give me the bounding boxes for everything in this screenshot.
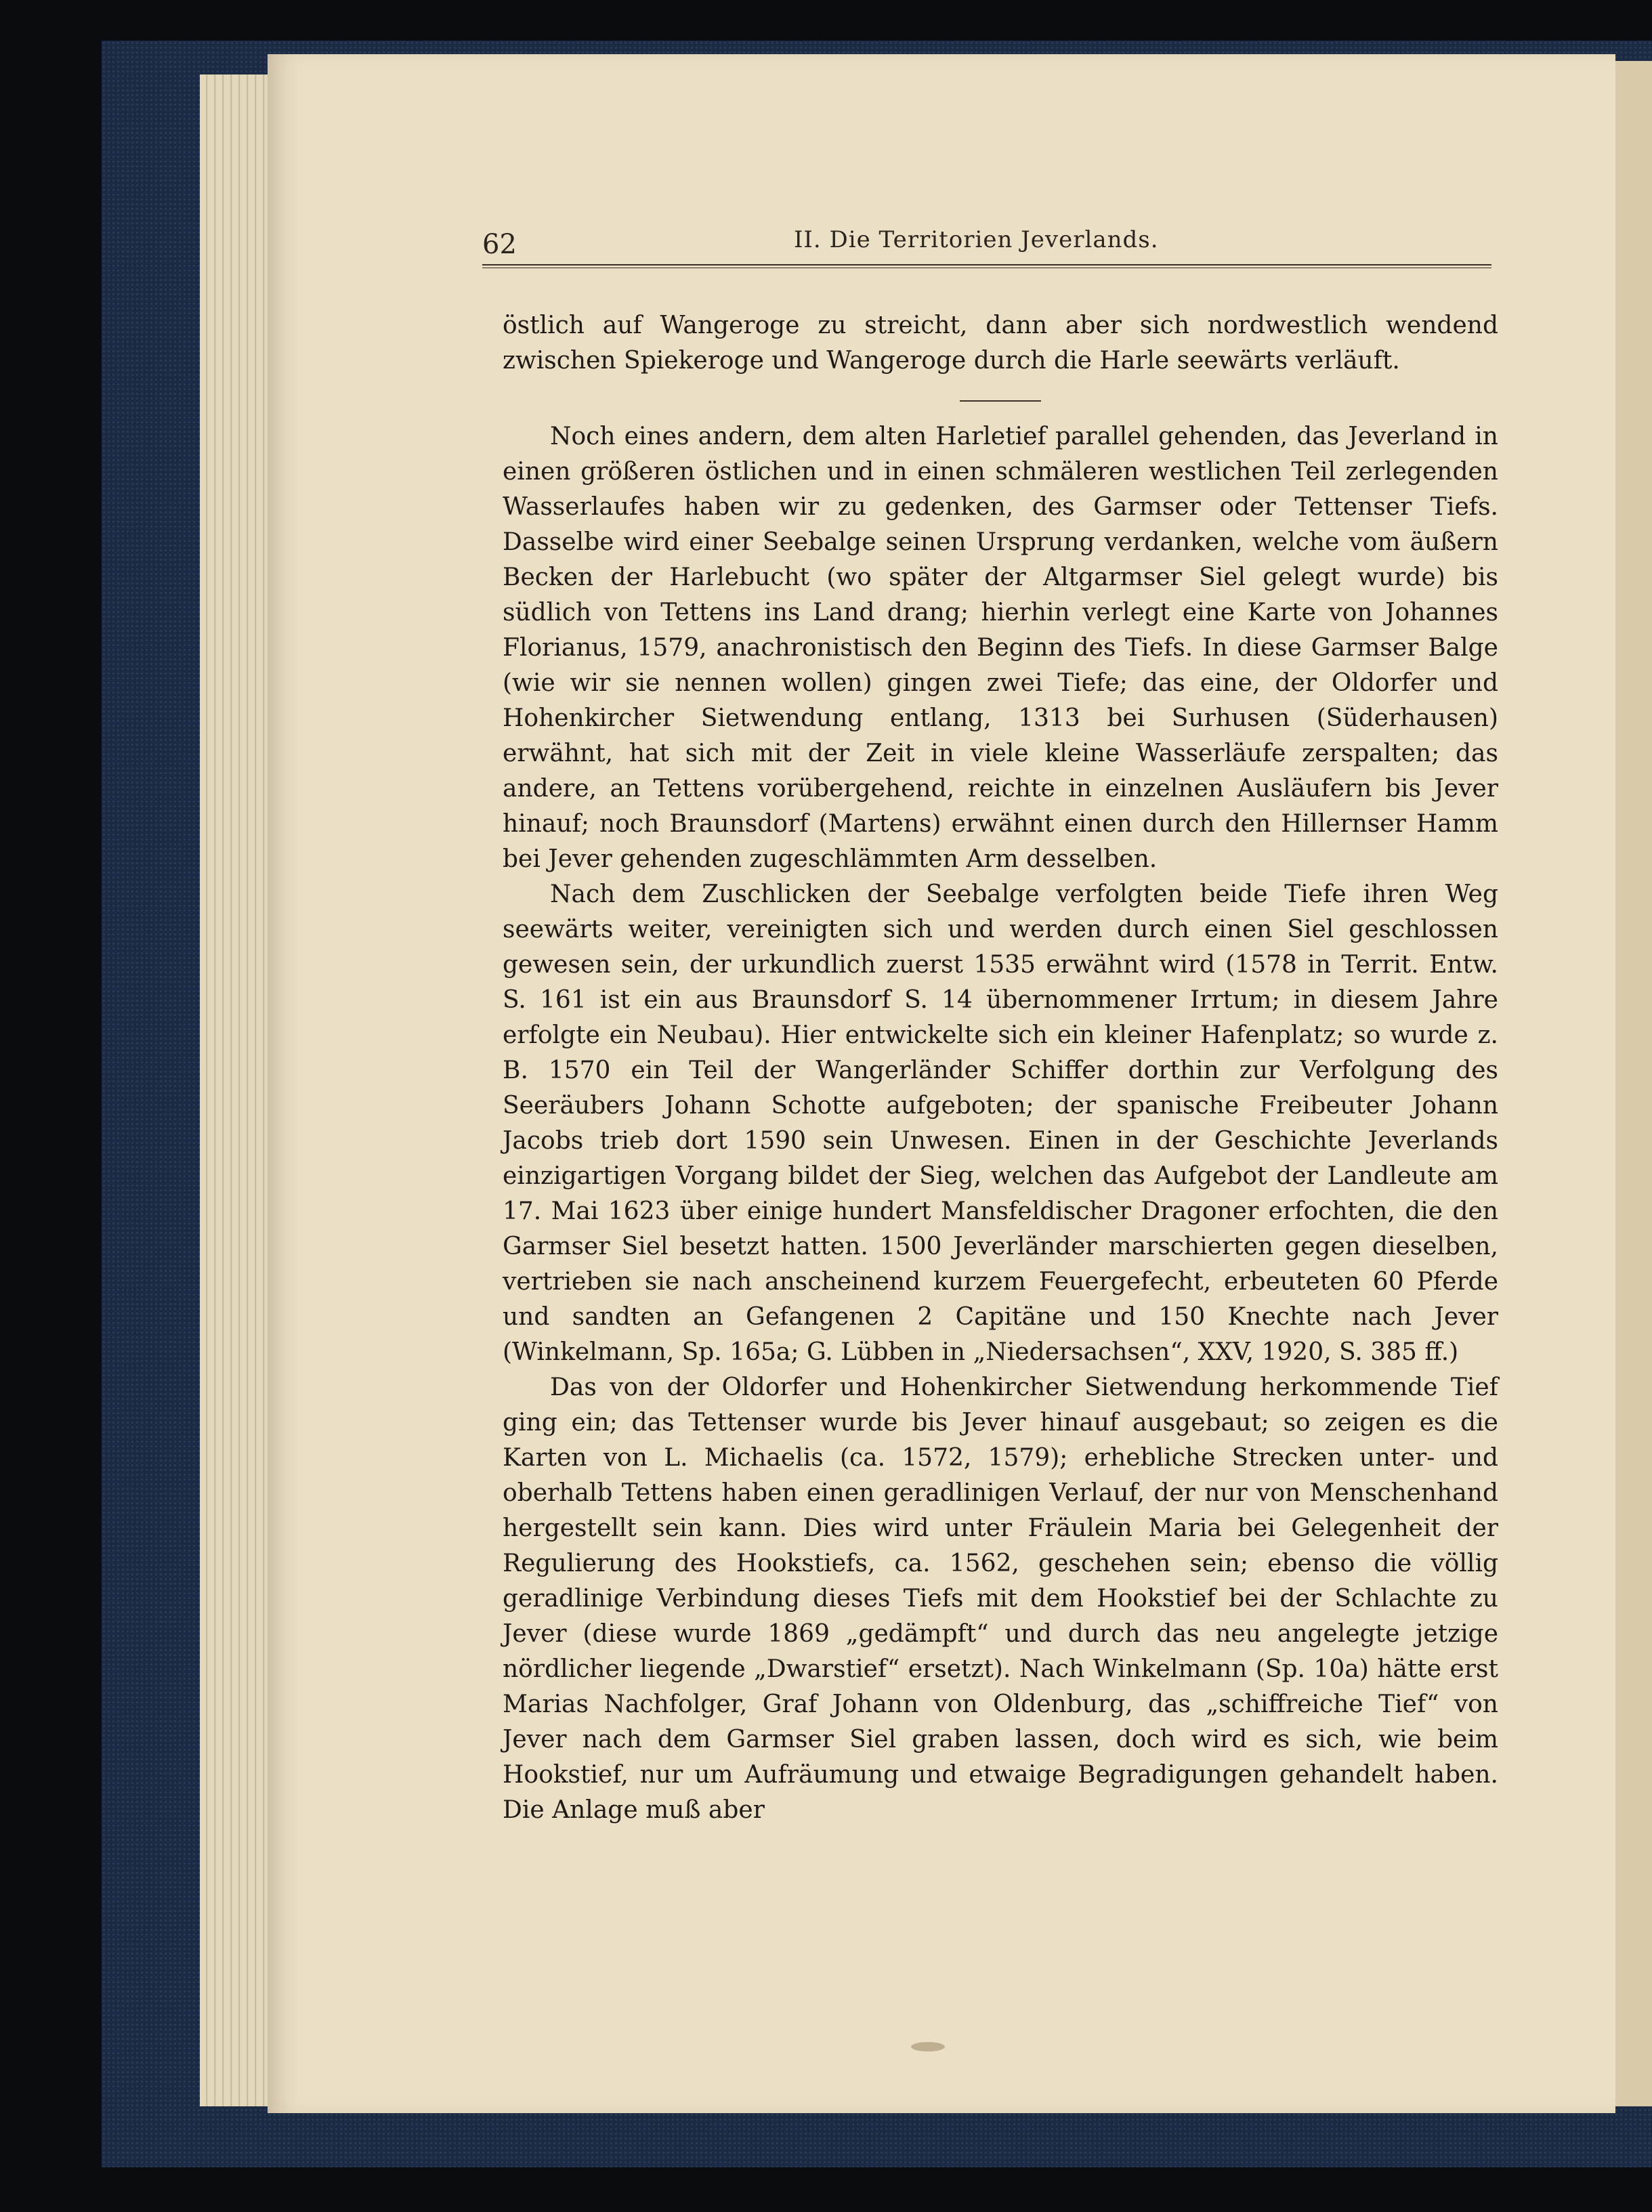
section-separator <box>960 400 1041 402</box>
page-number: 62 <box>482 229 517 260</box>
paragraph: Noch eines andern, dem alten Harletief parallel gehenden, das Jeverland in einen größeren östlichen und in einen schmäleren westlichen Teil zerlegenden Wasserlaufes haben wir zu gedenken, des Garmser oder Tettenser Tiefs. Dasselbe wird einer Seebalge seinen Ursprung verdanken, welche vom äußern Becken der Harlebucht (wo später der Altgarmser Siel gelegt wurde) bis südlich von Tettens ins Land drang; hierhin verlegt eine Karte von Johannes Florianus, 1579, anachronistisch den Beginn des Tiefs. In diese Garmser Balge (wie wir sie nennen wollen) gingen zwei Tiefe; das eine, der Oldorfer und Hohenkircher Sietwendung entlang, 1313 bei Surhusen (Süderhausen) erwähnt, hat sich mit der Zeit in viele kleine Wasserläufe zerspalten; das andere, an Tettens vorübergehend, reichte in einzelnen Ausläufern bis Jever hinauf; noch Braunsdorf (Martens) erwähnt einen durch den Hillernser Hamm bei Jever gehenden zugeschlämmten Arm desselben. <box>503 423 1498 873</box>
paragraph: Nach dem Zuschlicken der Seebalge verfolgten beide Tiefe ihren Weg seewärts weiter, vereinigten sich und werden durch einen Siel geschlossen gewesen sein, der urkundlich zuerst 1535 erwähnt wird (1578 in Territ. Entw. S. 161 ist ein aus Braunsdorf S. 14 übernommener Irrtum; in diesem Jahre erfolgte ein Neubau). Hier entwickelte sich ein kleiner Hafenplatz; so wurde z. B. 1570 ein Teil der Wangerländer Schiffer dorthin zur Verfolgung des Seeräubers Johann Schotte aufgeboten; der spanische Freibeuter Johann Jacobs trieb dort 1590 sein Unwesen. Einen in der Geschichte Jeverlands einzigartigen Vorgang bildet der Sieg, welchen das Aufgebot der Landleute am 17. Mai 1623 über einige hundert Mansfeldischer Dragoner erfochten, die den Garmser Siel besetzt hatten. 1500 Jeverländer marschierten gegen dieselben, vertrieben sie nach anscheinend kurzem Feuergefecht, erbeuteten 60 Pferde und sandten an Gefangenen 2 Capitäne und 150 Knechte nach Jever (Winkelmann, Sp. 165a; G. Lübben in „Niedersachsen“, XXV, 1920, S. 385 ff.) <box>503 880 1498 1366</box>
running-head: II. Die Territorien Jeverlands. <box>794 226 1159 253</box>
paragraph: östlich auf Wangeroge zu streicht, dann aber sich nordwestlich wendend zwischen Spiekeroge und Wangeroge durch die Harle seewärts verläuft. <box>503 312 1498 375</box>
body-text <box>503 308 1498 1828</box>
next-page-edge <box>1615 61 1652 2106</box>
header-rule <box>482 264 1491 268</box>
paragraph: Das von der Oldorfer und Hohenkircher Sietwendung herkommende Tief ging ein; das Tettenser wurde bis Jever hinauf ausgebaut; so zeigen es die Karten von L. Michaelis (ca. 1572, 1579); erhebliche Strecken unter- und oberhalb Tettens haben einen geradlinigen Verlauf, der nur von Menschenhand hergestellt sein kann. Dies wird unter Fräulein Maria bei Gelegenheit der Regulierung des Hookstiefs, ca. 1562, geschehen sein; ebenso die völlig geradlinige Verbindung dieses Tiefs mit dem Hookstief bei der Schlachte zu Jever (diese wurde 1869 „gedämpft“ und durch das neu angelegte jetzige nördlicher liegende „Dwarstief“ ersetzt). Nach Winkelmann (Sp. 10a) hätte erst Marias Nachfolger, Graf Johann von Oldenburg, das „schiffreiche Tief“ von Jever nach dem Garmser Siel graben lassen, doch wird es sich, wie beim Hookstief, nur um Aufräumung und etwaige Begradigungen gehandelt haben. Die Anlage muß aber <box>503 1374 1498 1824</box>
page-header <box>482 226 1491 263</box>
ink-smudge <box>911 2042 945 2051</box>
